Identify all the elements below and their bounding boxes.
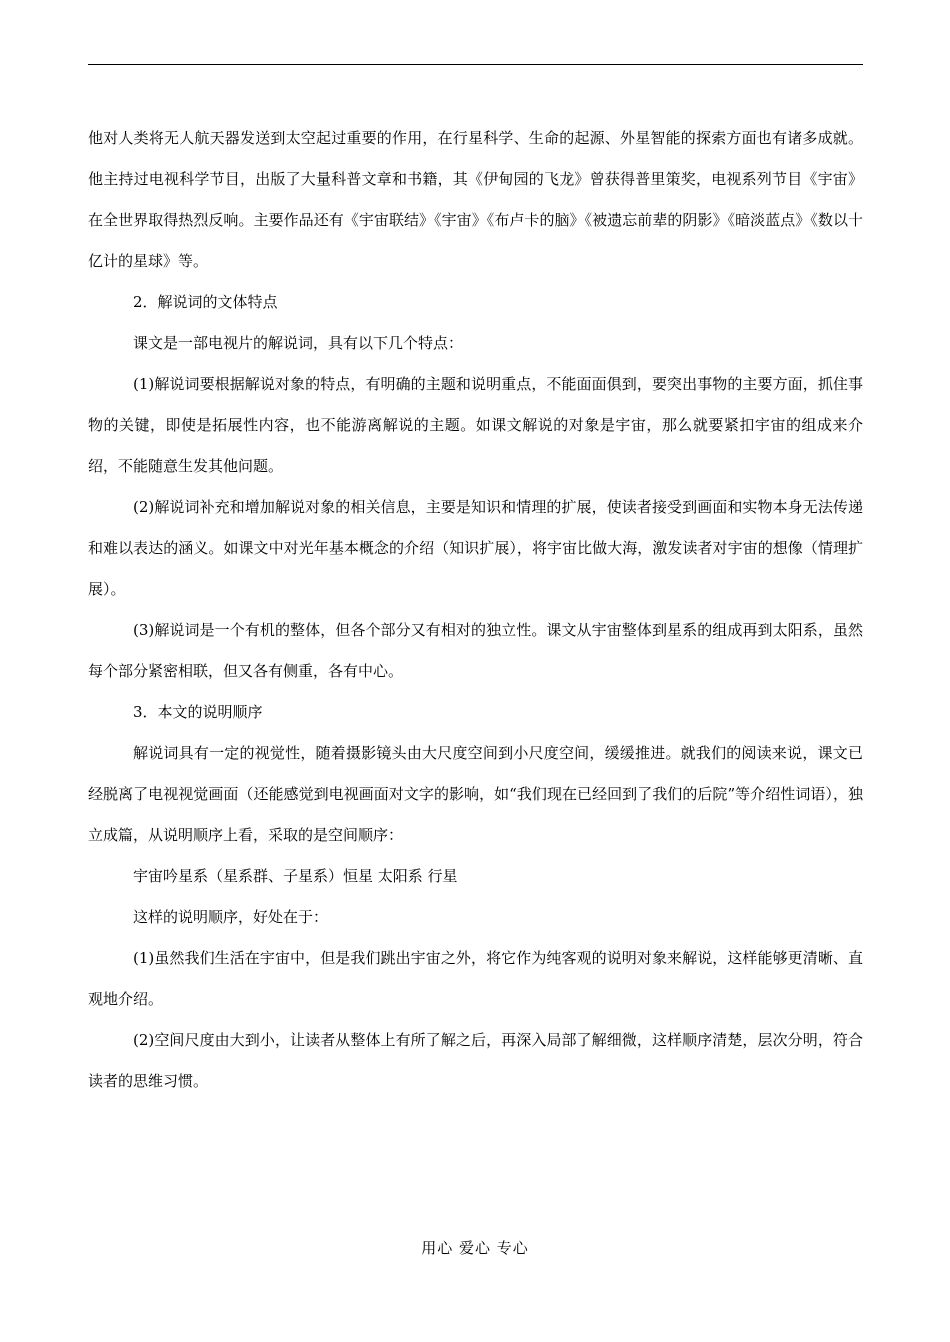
- paragraph-5: (2)解说词补充和增加解说对象的相关信息，主要是知识和情理的扩展，使读者接受到画面和实物本身无法传递和难以表达的涵义。如课文中对光年基本概念的介绍（知识扩展），将宇宙比做大海，激发读者对宇宙的想像（情理扩展）。: [88, 498, 863, 598]
- paragraph-11: (1)虽然我们生活在宇宙中，但是我们跳出宇宙之外，将它作为纯客观的说明对象来解说，这样能够更清晰、直观地介绍。: [88, 949, 863, 1008]
- paragraph-1: 他对人类将无人航天器发送到太空起过重要的作用，在行星科学、生命的起源、外星智能的探索方面也有诸多成就。他主持过电视科学节目，出版了大量科普文章和书籍，其《伊甸园的飞龙》曾获得普里策奖，电视系列节目《宇宙》在全世界取得热烈反响。主要作品还有《宇宙联结》《宇宙》《布卢卡的脑》《被遗忘前辈的阴影》《暗淡蓝点》《数以十亿计的星球》等。: [88, 129, 863, 270]
- paragraph-8: 解说词具有一定的视觉性，随着摄影镜头由大尺度空间到小尺度空间，缓缓推进。就我们的阅读来说，课文已经脱离了电视视觉画面（还能感觉到电视画面对文字的影响，如“我们现在已经回到了我们的后院”等介绍性词语），独立成篇，从说明顺序上看，采取的是空间顺序：: [88, 744, 863, 844]
- section-heading-2: 2．解说词的文体特点: [133, 293, 278, 311]
- header-rule: [88, 64, 863, 65]
- page-footer: 用心 爱心 专心: [421, 1239, 529, 1257]
- paragraph-4: (1)解说词要根据解说对象的特点，有明确的主题和说明重点，不能面面俱到，要突出事物的主要方面，抓住事物的关键，即使是拓展性内容，也不能游离解说的主题。如课文解说的对象是宇宙，那么就要紧扣宇宙的组成来介绍，不能随意生发其他问题。: [88, 375, 863, 475]
- document-body: [88, 118, 863, 1102]
- paragraph-3: 课文是一部电视片的解说词，具有以下几个特点：: [133, 334, 464, 352]
- paragraph-12: (2)空间尺度由大到小，让读者从整体上有所了解之后，再深入局部了解细微，这样顺序清楚，层次分明，符合读者的思维习惯。: [88, 1031, 863, 1090]
- paragraph-6: (3)解说词是一个有机的整体，但各个部分又有相对的独立性。课文从宇宙整体到星系的组成再到太阳系，虽然每个部分紧密相联，但又各有侧重，各有中心。: [88, 621, 863, 680]
- paragraph-10: 这样的说明顺序，好处在于：: [133, 908, 329, 926]
- section-heading-3: 3．本文的说明顺序: [133, 703, 263, 721]
- order-sequence: 宇宙吟星系（星系群、子星系）恒星 太阳系 行星: [133, 867, 458, 885]
